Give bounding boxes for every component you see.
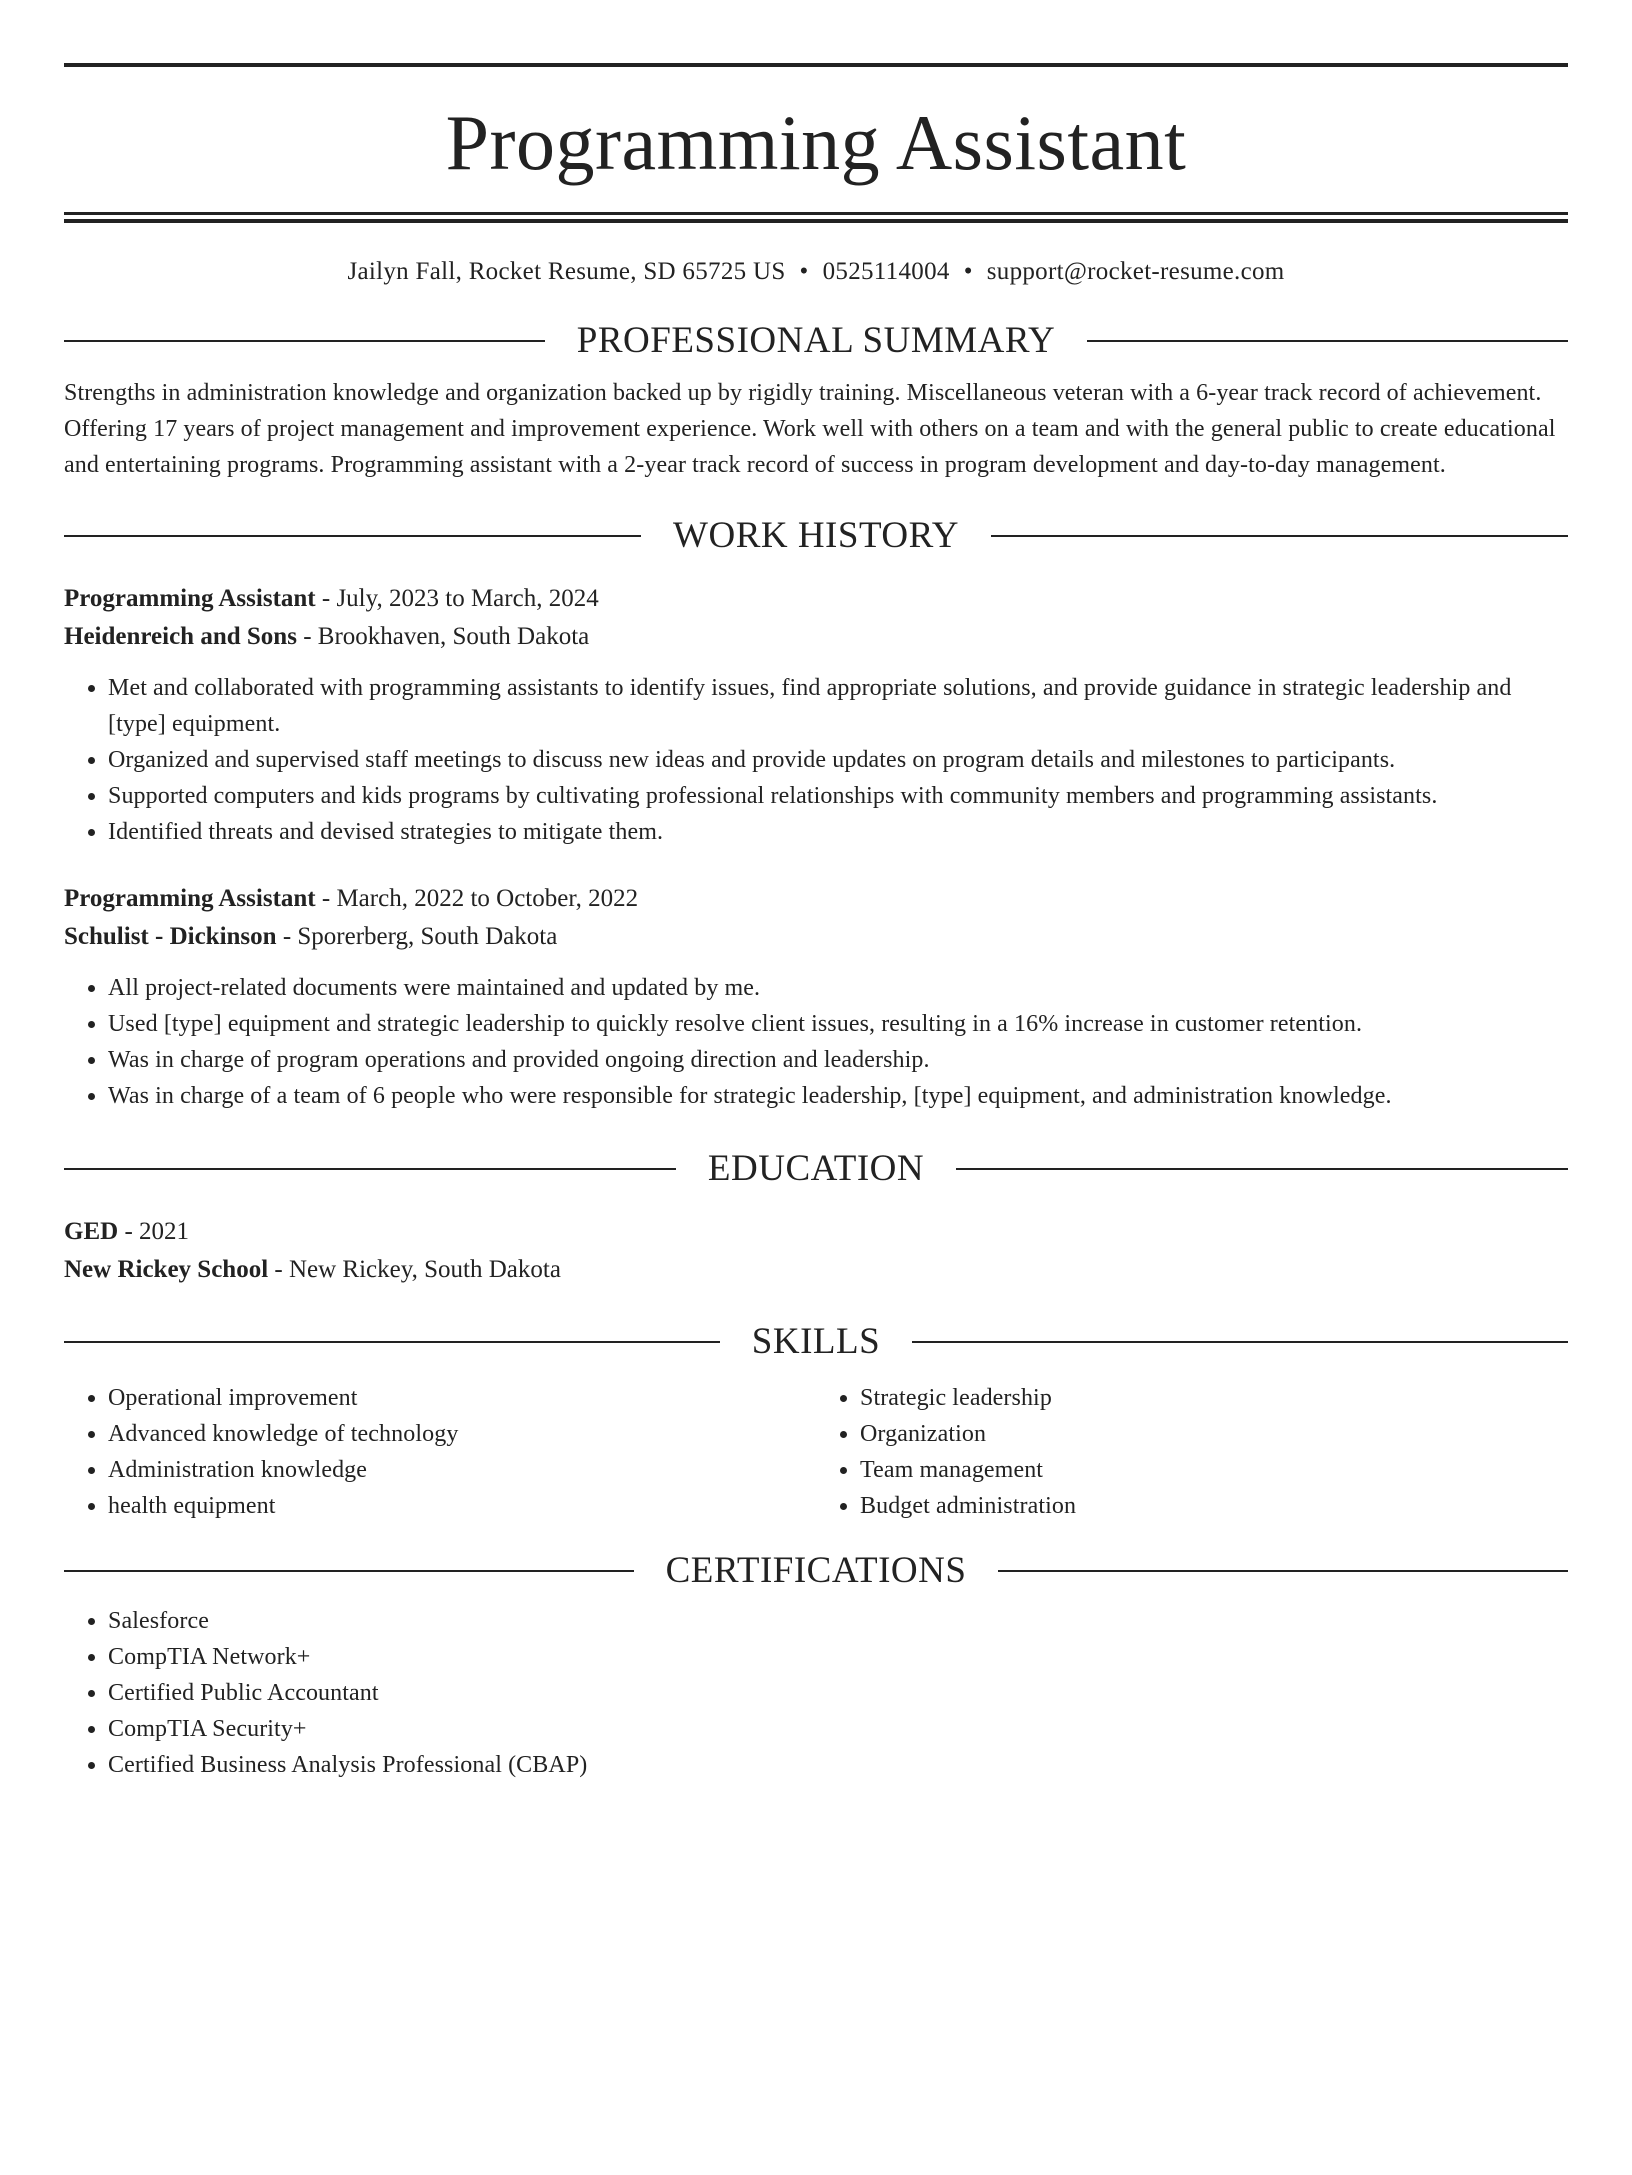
job-entry (64, 880, 1568, 1114)
list-item: • Certified Public Accountant (108, 1675, 1568, 1711)
school-location: - New Rickey, South Dakota (268, 1256, 561, 1283)
section-title: PROFESSIONAL SUMMARY (576, 320, 1056, 361)
job-company: Schulist - Dickinson (64, 923, 277, 950)
list-item: • Met and collaborated with programming assistants to identify issues, find appropriate solutions, and provide guidance in strategic leadership and [type] equipment. (108, 670, 1568, 742)
job-title: Programming Assistant (64, 585, 316, 612)
section-heading-skills (64, 1323, 1568, 1360)
contact-phone: 0525114004 (822, 258, 950, 285)
list-item: • Budget administration (860, 1488, 1568, 1524)
job-company-line (64, 918, 1568, 956)
contact-separator: • (963, 258, 973, 285)
section-title: SKILLS (751, 1321, 881, 1362)
list-item: • Salesforce (108, 1603, 1568, 1639)
job-company-line (64, 618, 1568, 656)
job-location: - Sporerberg, South Dakota (276, 923, 558, 950)
heading-rule (64, 1570, 634, 1572)
certifications-list (64, 1603, 1568, 1783)
heading-rule (64, 535, 641, 537)
degree: GED (64, 1218, 119, 1245)
page-title: Programming Assistant (445, 99, 1187, 186)
heading-rule (64, 340, 545, 342)
job-dates: - July, 2023 to March, 2024 (315, 585, 599, 612)
contact-email: support@rocket-resume.com (986, 258, 1285, 285)
title-double-rule (64, 212, 1568, 223)
list-item: • All project-related documents were maintained and updated by me. (108, 970, 1568, 1006)
section-heading-certifications (64, 1552, 1568, 1589)
list-item: • health equipment (108, 1488, 816, 1524)
list-item: • Advanced knowledge of technology (108, 1416, 816, 1452)
list-item: • Organized and supervised staff meetings to discuss new ideas and provide updates on program details and milestones to participants. (108, 742, 1568, 778)
job-company: Heidenreich and Sons (64, 623, 297, 650)
job-entry (64, 580, 1568, 850)
job-title: Programming Assistant (64, 885, 316, 912)
list-item: • Identified threats and devised strategies to mitigate them. (108, 814, 1568, 850)
list-item: • Certified Business Analysis Professional (CBAP) (108, 1747, 1568, 1783)
list-item: • Team management (860, 1452, 1568, 1488)
list-item: • Used [type] equipment and strategic leadership to quickly resolve client issues, resulting in a 16% increase in customer retention. (108, 1006, 1568, 1042)
list-item: • Organization (860, 1416, 1568, 1452)
list-item: • CompTIA Security+ (108, 1711, 1568, 1747)
top-rule (64, 63, 1568, 67)
skills-column-right (816, 1380, 1568, 1524)
list-item: • Supported computers and kids programs by cultivating professional relationships with community members and programming assistants. (108, 778, 1568, 814)
job-dates: - March, 2022 to October, 2022 (315, 885, 639, 912)
heading-rule (64, 1341, 720, 1343)
job-bullets (64, 670, 1568, 850)
section-title: CERTIFICATIONS (665, 1550, 967, 1591)
list-item: • Strategic leadership (860, 1380, 1568, 1416)
resume-page (0, 63, 1632, 2175)
contact-separator: • (799, 258, 809, 285)
degree-year: - 2021 (118, 1218, 190, 1245)
heading-rule (1087, 340, 1568, 342)
job-location: - Brookhaven, South Dakota (296, 623, 590, 650)
summary-text: Strengths in administration knowledge and organization backed up by rigidly training. Miscellaneous veteran with a 6-year track record of achievement. Offering 17 years of project management and improvement experience. Work well with others on a team and with the general public to create educational and entertaining programs. Programming assistant with a 2-year track record of success in program development and day-to-day management. (64, 380, 1556, 478)
heading-rule (991, 535, 1568, 537)
list-item: • Was in charge of a team of 6 people who were responsible for strategic leadership, [type] equipment, and administration knowledge. (108, 1078, 1568, 1114)
job-bullets (64, 970, 1568, 1114)
degree-line (64, 1213, 1568, 1251)
contact-line (64, 259, 1568, 284)
heading-rule (64, 1168, 676, 1170)
job-title-line (64, 880, 1568, 918)
list-item: • Was in charge of program operations and provided ongoing direction and leadership. (108, 1042, 1568, 1078)
list-item: • Operational improvement (108, 1380, 816, 1416)
education-entry (64, 1213, 1568, 1289)
skills-grid (64, 1380, 1568, 1524)
list-item: • Administration knowledge (108, 1452, 816, 1488)
section-title: EDUCATION (707, 1148, 925, 1189)
heading-rule (956, 1168, 1568, 1170)
skills-column-left (64, 1380, 816, 1524)
section-heading-education (64, 1150, 1568, 1187)
section-heading-work-history (64, 517, 1568, 554)
list-item: • CompTIA Network+ (108, 1639, 1568, 1675)
section-heading-summary (64, 322, 1568, 359)
job-title-line (64, 580, 1568, 618)
section-title: WORK HISTORY (673, 515, 959, 556)
school-name: New Rickey School (64, 1256, 269, 1283)
contact-address: Jailyn Fall, Rocket Resume, SD 65725 US (347, 258, 786, 285)
heading-rule (998, 1570, 1568, 1572)
school-line (64, 1251, 1568, 1289)
heading-rule (912, 1341, 1568, 1343)
